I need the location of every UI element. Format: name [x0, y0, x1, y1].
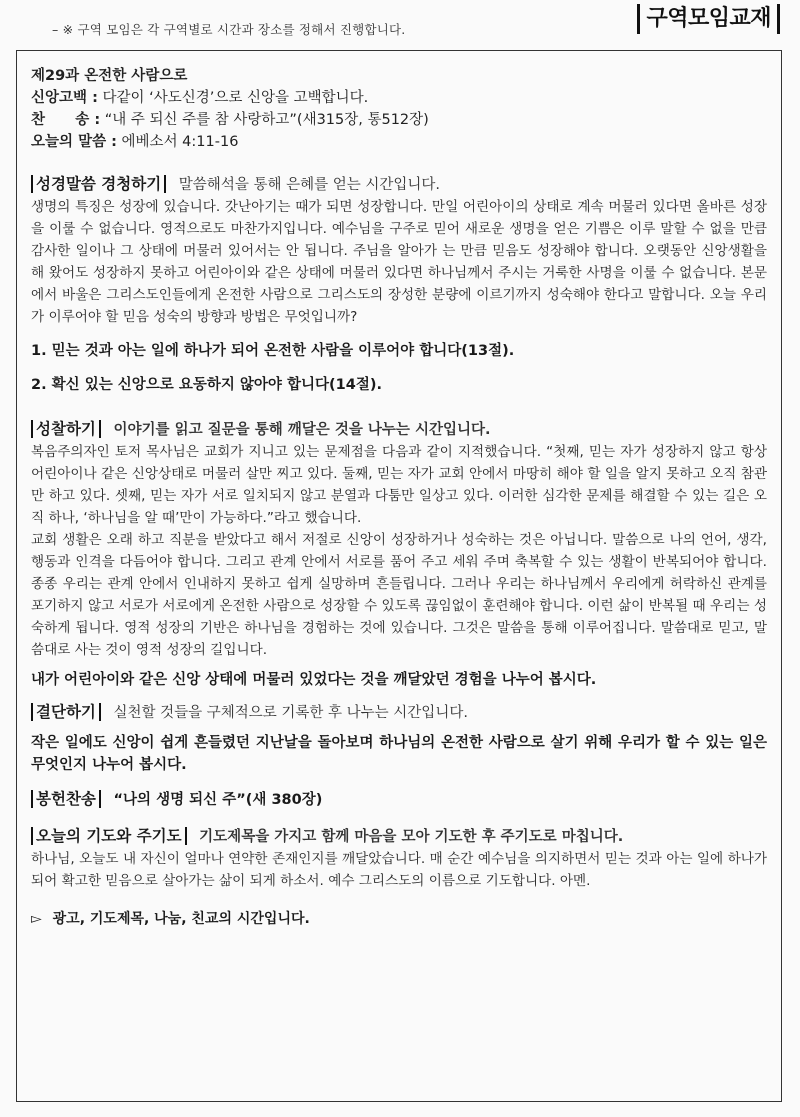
- hymn-line: [31, 109, 767, 131]
- hymn-text: “내 주 되신 주를 참 사랑하고”(새315장, 통512장): [104, 112, 429, 128]
- offering-section: [31, 788, 767, 811]
- reflect-tag: 성찰하기: [31, 420, 101, 438]
- decide-section: [31, 701, 767, 776]
- listen-section: [31, 173, 767, 396]
- closing-text: 광고, 기도제목, 나눔, 친교의 시간입니다.: [52, 911, 310, 927]
- offering-tag: 봉헌찬송: [31, 790, 101, 808]
- point-2: 2. 확신 있는 신앙으로 요동하지 않아야 합니다(14절).: [31, 377, 382, 393]
- reflect-body-1: 복음주의자인 토저 목사님은 교회가 지니고 있는 문제점을 다음과 같이 지적했습니다. “첫째, 믿는 자가 성장하지 않고 항상 어린아이나 같은 신앙상태로 머물러 살만 찌고 있다. 둘째, 믿는 자가 교회 안에서 마땅히 해야 할 일을 알지 못하고 오직 참관만 하고 있다. 셋째, 믿는 자가 서로 일치되지 않고 분열과 다툼만 일상고 있다. 이러한 심각한 문제를 해결할 수 있는 길은 오직 하나, ‘하나님을 알 때’만이 가능하다.”라고 했습니다.: [31, 444, 767, 526]
- creed-text: 다같이 ‘사도신경’으로 신앙을 고백합니다.: [102, 90, 369, 106]
- listen-body: 생명의 특징은 성장에 있습니다. 갓난아기는 때가 되면 성장합니다. 만일 어린아이의 상태로 계속 머물러 있다면 올바른 성장을 이룰 수 없습니다. 영적으로도 마찬가지입니다. 예수님을 구주로 믿어 새로운 생명을 얻은 기쁨은 이루 말할 수 없을 만큼 감사한 일이나 그 상태에 머물러 있어서는 안 됩니다. 주님을 알아가 는 만큼 믿음도 성장해야 합니다. 오랫동안 신앙생활을 해 왔어도 성장하지 못하고 어린아이와 같은 상태에 머물러 있다면 하나님께서 주시는 거룩한 사명을 이룰 수 없습니다. 본문에서 바울은 그리스도인들에게 온전한 사람으로 그리스도의 장성한 분량에 이르기까지 성숙해야 한다고 말합니다. 오늘 우리가 이루어야 할 믿음 성숙의 방향과 방법은 무엇입니까?: [31, 199, 767, 325]
- reflect-desc: 이야기를 읽고 질문을 통해 깨달은 것을 나누는 시간입니다.: [113, 422, 491, 438]
- point-1: 1. 믿는 것과 아는 일에 하나가 되어 온전한 사람을 이루어야 합니다(13절).: [31, 343, 515, 359]
- lesson-title: 제29과 온전한 사람으로: [31, 68, 188, 84]
- prayer-desc: 기도제목을 가지고 함께 마음을 모아 기도한 후 주기도로 마칩니다.: [199, 829, 624, 845]
- hymn-label: 찬 송 :: [31, 112, 101, 128]
- reflect-section: [31, 418, 767, 691]
- prayer-section: [31, 825, 767, 892]
- reflect-question: 내가 어린아이와 같은 신앙 상태에 머물러 있었다는 것을 깨달았던 경험을 나누어 봅시다.: [31, 672, 597, 688]
- page-title: 구역모임교재: [637, 4, 780, 34]
- creed-label: 신앙고백 :: [31, 90, 98, 106]
- listen-tag: 성경말씀 경청하기: [31, 175, 166, 193]
- prayer-body: 하나님, 오늘도 내 자신이 얼마나 연약한 존재인지를 깨달았습니다. 매 순간 예수님을 의지하면서 믿는 것과 아는 일에 하나가 되어 확고한 믿음으로 살아가는 삶이 되게 하소서. 예수 그리스도의 이름으로 기도합니다. 아멘.: [31, 851, 767, 889]
- decide-question: 작은 일에도 신앙이 쉽게 흔들렸던 지난날을 돌아보며 하나님의 온전한 사람으로 살기 위해 우리가 할 수 있는 일은 무엇인지 나누어 봅시다.: [31, 735, 767, 773]
- prayer-tag: 오늘의 기도와 주기도: [31, 827, 187, 845]
- closing-line: [31, 908, 767, 928]
- lesson-frame: [16, 50, 782, 1102]
- decide-desc: 실천할 것들을 구체적으로 기록한 후 나누는 시간입니다.: [113, 705, 468, 721]
- arrow-icon: ▻: [31, 911, 42, 927]
- listen-desc: 말씀해석을 통해 은혜를 얻는 시간입니다.: [178, 177, 440, 193]
- reflect-body-2: 교회 생활은 오래 하고 직분을 받았다고 해서 저절로 신앙이 성장하거나 성숙하는 것은 아닙니다. 말씀으로 나의 언어, 생각, 행동과 인격을 다듬어야 합니다. 그리고 관계 안에서 서로를 품어 주고 세워 주며 축복할 수 있는 생활이 반복되어야 합니다. 종종 우리는 관계 안에서 인내하지 못하고 쉽게 실망하며 흔들립니다. 그러나 우리는 하나님께서 우리에게 허락하신 관계를 포기하지 않고 서로가 서로에게 온전한 사람으로 성장할 수 있도록 끊임없이 훈련해야 합니다. 이런 삶이 반복될 때 우리는 성숙하게 됩니다. 영적 성장의 기반은 하나님을 경험하는 것에 있습니다. 그것은 말씀을 통해 이루어집니다. 말씀대로 믿고, 말씀대로 사는 것이 영적 성장의 길입니다.: [31, 532, 767, 658]
- scripture-line: [31, 131, 767, 153]
- lesson-info: [31, 65, 767, 153]
- scripture-label: 오늘의 말씀 :: [31, 134, 117, 150]
- scripture-text: 에베소서 4:11-16: [121, 134, 239, 150]
- decide-tag: 결단하기: [31, 703, 101, 721]
- top-note: – ※ 구역 모임은 각 구역별로 시간과 장소를 정해서 진행합니다.: [52, 22, 406, 37]
- creed-line: [31, 87, 767, 109]
- offering-text: “나의 생명 되신 주”(새 380장): [113, 792, 323, 808]
